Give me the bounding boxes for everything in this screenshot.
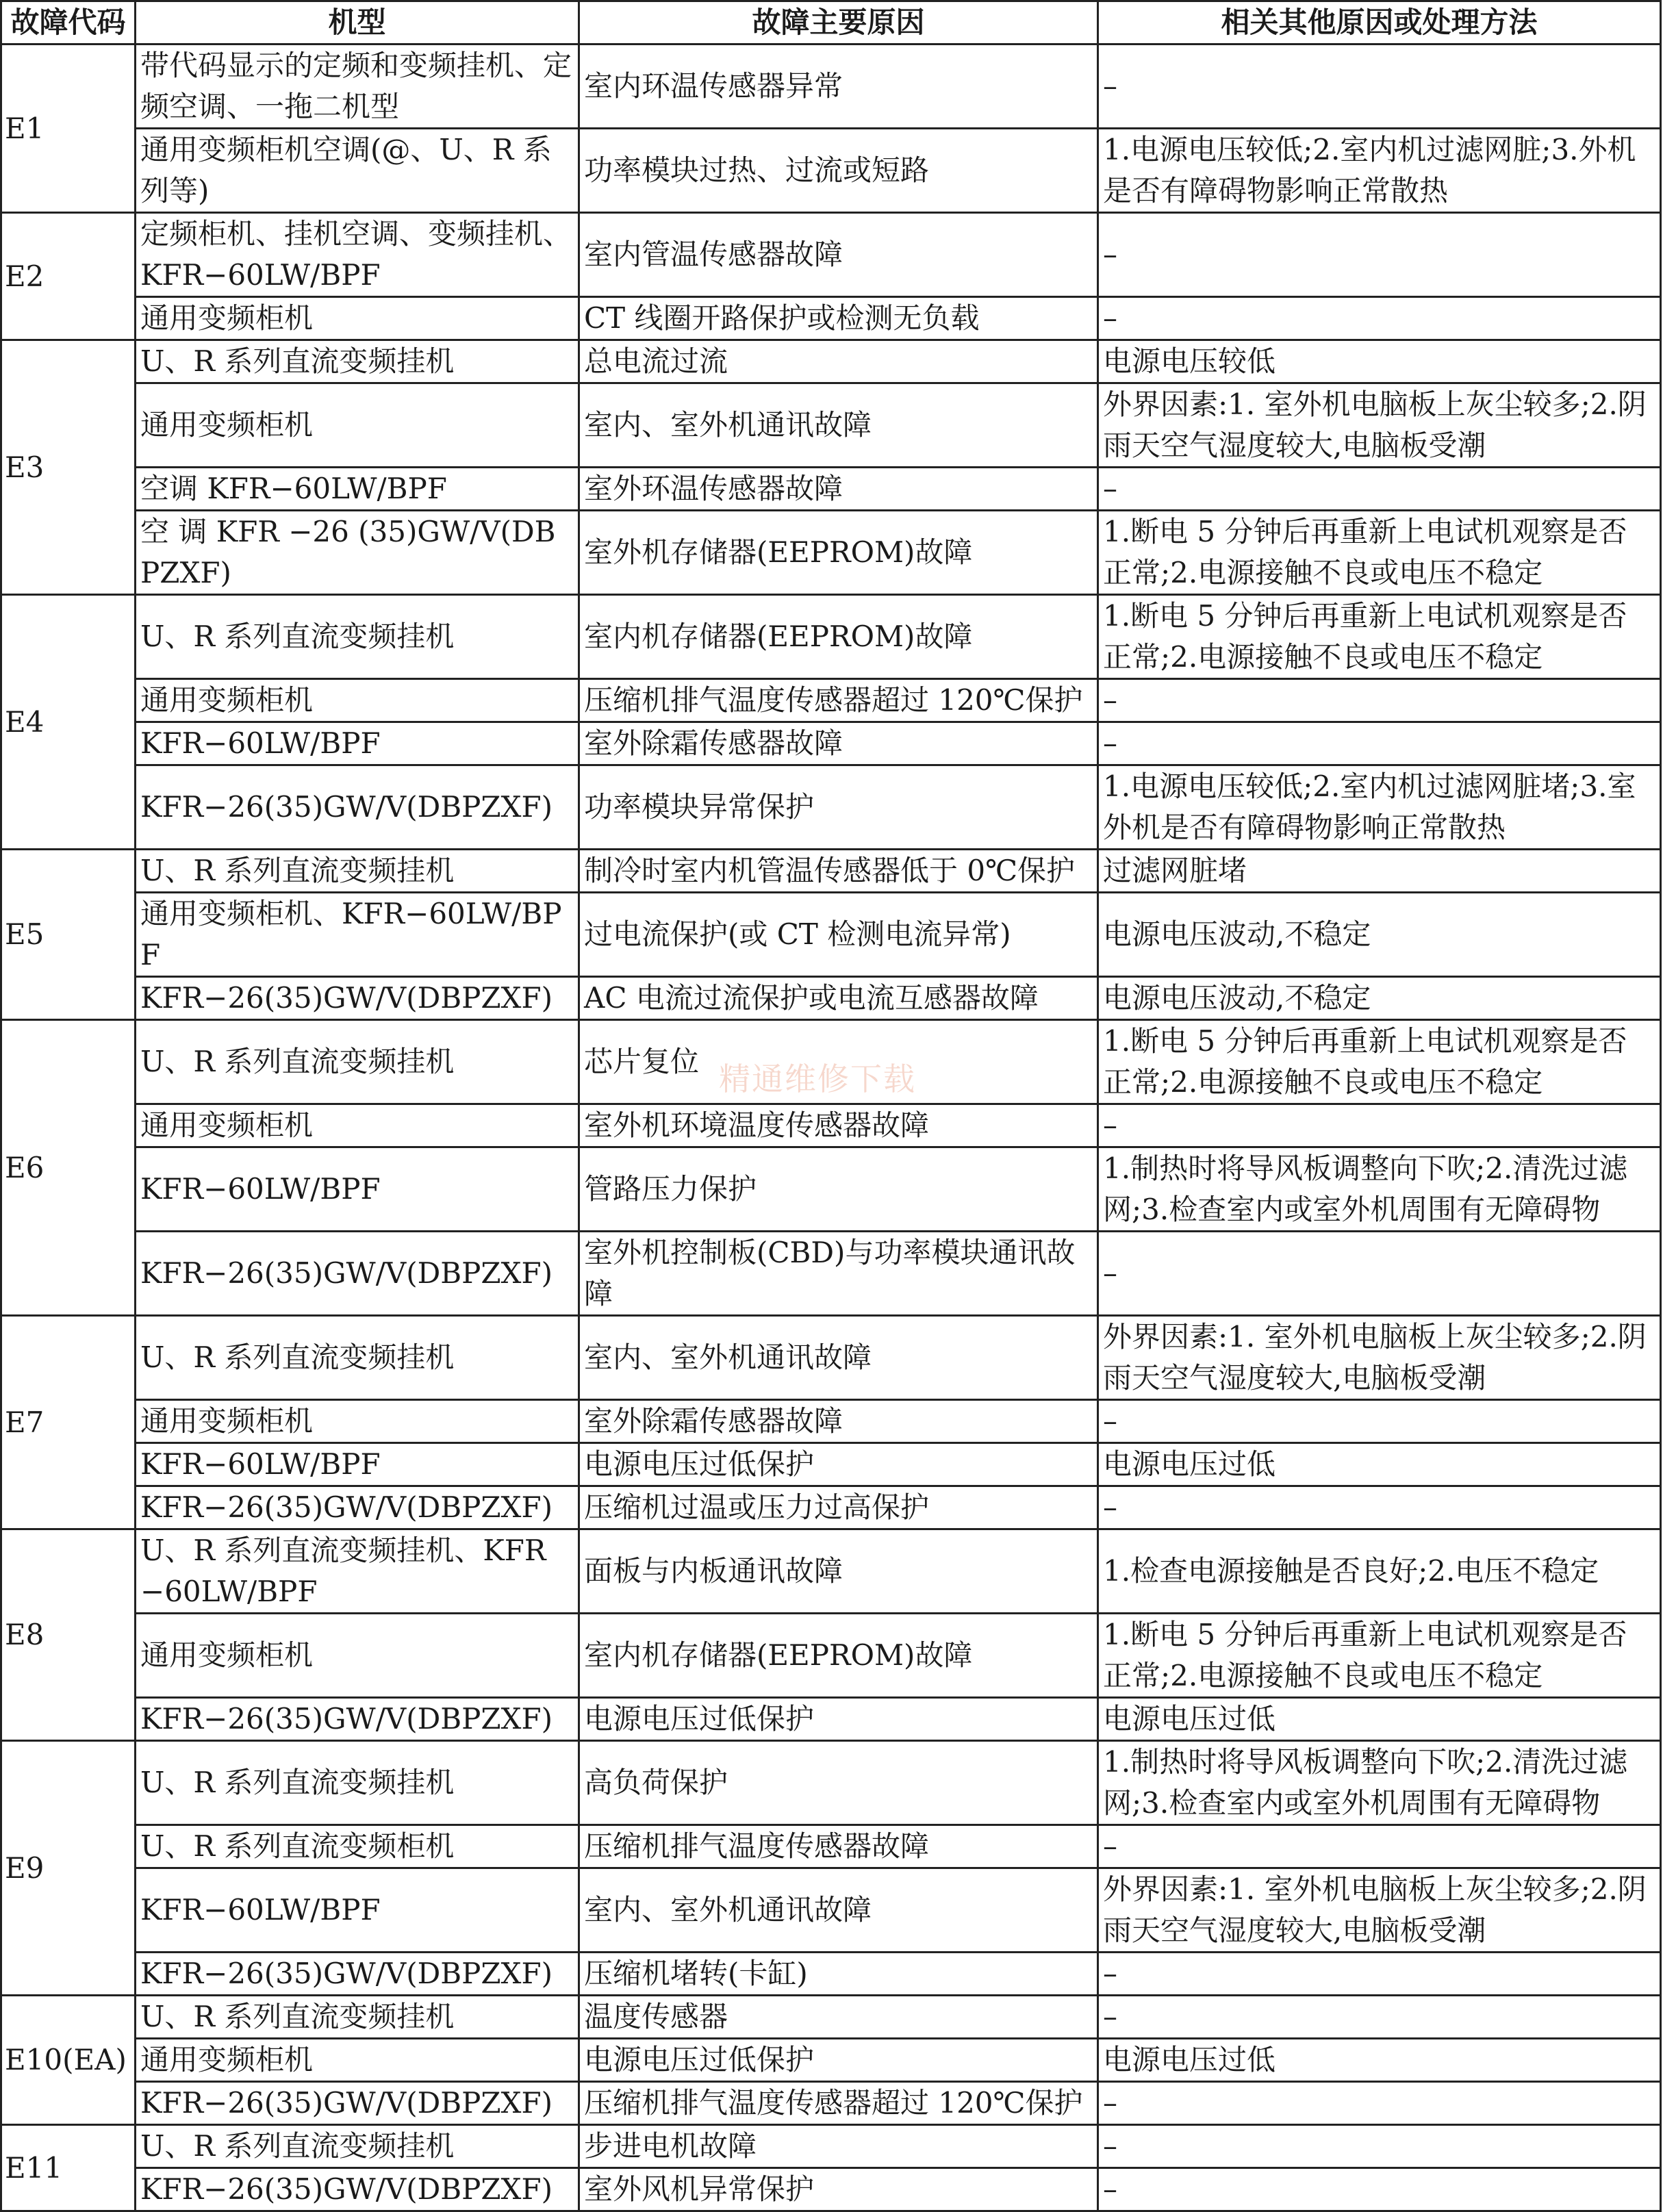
other-cause-cell: 1.电源电压较低;2.室内机过滤网脏;3.外机是否有障碍物影响正常散热	[1098, 129, 1661, 213]
fault-code-cell: E9	[1, 1741, 136, 1996]
fault-code-cell: E3	[1, 340, 136, 595]
model-cell: 带代码显示的定频和变频挂机、定频空调、一拖二机型	[136, 45, 579, 129]
other-cause-cell: 电源电压过低	[1098, 1443, 1661, 1486]
main-cause-cell: 电源电压过低保护	[579, 2039, 1098, 2082]
fault-code-cell: E11	[1, 2125, 136, 2211]
model-cell: U、R 系列直流变频挂机	[136, 1316, 579, 1400]
table-row	[1, 850, 1661, 893]
table-row	[1, 468, 1661, 511]
table-row	[1, 1486, 1661, 1529]
model-cell: KFR−26(35)GW/V(DBPZXF)	[136, 765, 579, 850]
model-cell: KFR−26(35)GW/V(DBPZXF)	[136, 1698, 579, 1741]
model-cell: U、R 系列直流变频挂机	[136, 1996, 579, 2039]
table-row	[1, 1825, 1661, 1868]
fault-code-cell: E4	[1, 595, 136, 850]
header-row	[1, 1, 1661, 45]
header-fault-code: 故障代码	[1, 1, 136, 45]
other-cause-cell: 1.断电 5 分钟后再重新上电试机观察是否正常;2.电源接触不良或电压不稳定	[1098, 1020, 1661, 1104]
table-row	[1, 129, 1661, 213]
main-cause-cell: 室内、室外机通讯故障	[579, 1868, 1098, 1953]
table-row	[1, 2082, 1661, 2125]
table-row	[1, 1147, 1661, 1232]
other-cause-cell: –	[1098, 679, 1661, 722]
other-cause-cell: –	[1098, 1953, 1661, 1996]
table-row	[1, 595, 1661, 679]
main-cause-cell: 功率模块异常保护	[579, 765, 1098, 850]
other-cause-cell: –	[1098, 45, 1661, 129]
other-cause-cell: 外界因素:1. 室外机电脑板上灰尘较多;2.阴雨天空气湿度较大,电脑板受潮	[1098, 383, 1661, 468]
main-cause-cell: 总电流过流	[579, 340, 1098, 383]
main-cause-cell: 室外机存储器(EEPROM)故障	[579, 511, 1098, 595]
other-cause-cell: 1.检查电源接触是否良好;2.电压不稳定	[1098, 1529, 1661, 1614]
other-cause-cell: –	[1098, 1486, 1661, 1529]
model-cell: KFR−26(35)GW/V(DBPZXF)	[136, 977, 579, 1020]
model-cell: KFR−60LW/BPF	[136, 1868, 579, 1953]
main-cause-cell: 压缩机排气温度传感器超过 120℃保护	[579, 679, 1098, 722]
fault-code-cell: E8	[1, 1529, 136, 1741]
model-cell: KFR−60LW/BPF	[136, 1147, 579, 1232]
other-cause-cell: –	[1098, 722, 1661, 765]
other-cause-cell: –	[1098, 2082, 1661, 2125]
model-cell: 通用变频柜机	[136, 297, 579, 340]
model-cell: 通用变频柜机	[136, 1614, 579, 1698]
table-row	[1, 1868, 1661, 1953]
model-cell: KFR−26(35)GW/V(DBPZXF)	[136, 1953, 579, 1996]
table-row	[1, 1104, 1661, 1147]
model-cell: U、R 系列直流变频挂机	[136, 595, 579, 679]
header-main-cause: 故障主要原因	[579, 1, 1098, 45]
main-cause-cell: 室内、室外机通讯故障	[579, 1316, 1098, 1400]
model-cell: U、R 系列直流变频挂机	[136, 850, 579, 893]
table-row	[1, 2168, 1661, 2211]
model-cell: 通用变频柜机、KFR−60LW/BPF	[136, 893, 579, 977]
main-cause-cell: 室内机存储器(EEPROM)故障	[579, 1614, 1098, 1698]
other-cause-cell: –	[1098, 2125, 1661, 2168]
other-cause-cell: 过滤网脏堵	[1098, 850, 1661, 893]
table-row	[1, 340, 1661, 383]
table-row	[1, 722, 1661, 765]
fault-code-cell: E10(EA)	[1, 1996, 136, 2125]
model-cell: KFR−60LW/BPF	[136, 1443, 579, 1486]
model-cell: KFR−26(35)GW/V(DBPZXF)	[136, 2082, 579, 2125]
model-cell: U、R 系列直流变频挂机	[136, 2125, 579, 2168]
other-cause-cell: –	[1098, 213, 1661, 297]
main-cause-cell: 室内机存储器(EEPROM)故障	[579, 595, 1098, 679]
fault-code-cell: E6	[1, 1020, 136, 1316]
main-cause-cell: AC 电流过流保护或电流互感器故障	[579, 977, 1098, 1020]
main-cause-cell: 面板与内板通讯故障	[579, 1529, 1098, 1614]
fault-code-cell: E1	[1, 45, 136, 213]
table-row	[1, 1698, 1661, 1741]
main-cause-cell: 制冷时室内机管温传感器低于 0℃保护	[579, 850, 1098, 893]
main-cause-cell: 室内、室外机通讯故障	[579, 383, 1098, 468]
main-cause-cell: 电源电压过低保护	[579, 1443, 1098, 1486]
model-cell: 通用变频柜机	[136, 679, 579, 722]
table-row	[1, 45, 1661, 129]
table-row	[1, 1232, 1661, 1316]
table-row	[1, 1996, 1661, 2039]
table-row	[1, 1614, 1661, 1698]
other-cause-cell: 1.断电 5 分钟后再重新上电试机观察是否正常;2.电源接触不良或电压不稳定	[1098, 595, 1661, 679]
other-cause-cell: 电源电压波动,不稳定	[1098, 977, 1661, 1020]
main-cause-cell: 室外风机异常保护	[579, 2168, 1098, 2211]
other-cause-cell: 1.制热时将导风板调整向下吹;2.清洗过滤网;3.检查室内或室外机周围有无障碍物	[1098, 1147, 1661, 1232]
table-row	[1, 2039, 1661, 2082]
main-cause-cell: 室外除霜传感器故障	[579, 1400, 1098, 1443]
main-cause-cell: 压缩机排气温度传感器超过 120℃保护	[579, 2082, 1098, 2125]
fault-code-cell: E2	[1, 213, 136, 340]
main-cause-cell: 高负荷保护	[579, 1741, 1098, 1825]
model-cell: U、R 系列直流变频挂机	[136, 1741, 579, 1825]
other-cause-cell: 外界因素:1. 室外机电脑板上灰尘较多;2.阴雨天空气湿度较大,电脑板受潮	[1098, 1316, 1661, 1400]
other-cause-cell: –	[1098, 297, 1661, 340]
table-row	[1, 1953, 1661, 1996]
other-cause-cell: –	[1098, 1825, 1661, 1868]
other-cause-cell: 外界因素:1. 室外机电脑板上灰尘较多;2.阴雨天空气湿度较大,电脑板受潮	[1098, 1868, 1661, 1953]
model-cell: 通用变频柜机空调(@、U、R 系列等)	[136, 129, 579, 213]
other-cause-cell: –	[1098, 2168, 1661, 2211]
other-cause-cell: –	[1098, 1104, 1661, 1147]
model-cell: 通用变频柜机	[136, 2039, 579, 2082]
model-cell: KFR−26(35)GW/V(DBPZXF)	[136, 1232, 579, 1316]
main-cause-cell: 温度传感器	[579, 1996, 1098, 2039]
other-cause-cell: 电源电压较低	[1098, 340, 1661, 383]
other-cause-cell: –	[1098, 1400, 1661, 1443]
other-cause-cell: 电源电压过低	[1098, 2039, 1661, 2082]
model-cell: U、R 系列直流变频挂机	[136, 340, 579, 383]
model-cell: U、R 系列直流变频挂机、KFR−60LW/BPF	[136, 1529, 579, 1614]
other-cause-cell: 1.电源电压较低;2.室内机过滤网脏堵;3.室外机是否有障碍物影响正常散热	[1098, 765, 1661, 850]
main-cause-cell: 过电流保护(或 CT 检测电流异常)	[579, 893, 1098, 977]
main-cause-cell: 步进电机故障	[579, 2125, 1098, 2168]
other-cause-cell: 电源电压波动,不稳定	[1098, 893, 1661, 977]
table-row	[1, 893, 1661, 977]
table-row	[1, 1529, 1661, 1614]
main-cause-cell: 压缩机堵转(卡缸)	[579, 1953, 1098, 1996]
model-cell: 通用变频柜机	[136, 1400, 579, 1443]
table-row	[1, 679, 1661, 722]
fault-code-cell: E7	[1, 1316, 136, 1529]
main-cause-cell: CT 线圈开路保护或检测无负载	[579, 297, 1098, 340]
model-cell: 空 调 KFR −26 (35)GW/V(DBPZXF)	[136, 511, 579, 595]
model-cell: KFR−26(35)GW/V(DBPZXF)	[136, 2168, 579, 2211]
model-cell: 定频柜机、挂机空调、变频挂机、KFR−60LW/BPF	[136, 213, 579, 297]
table-row	[1, 297, 1661, 340]
main-cause-cell: 室内管温传感器故障	[579, 213, 1098, 297]
table-row	[1, 1400, 1661, 1443]
main-cause-cell: 压缩机排气温度传感器故障	[579, 1825, 1098, 1868]
table-row	[1, 1443, 1661, 1486]
other-cause-cell: 1.断电 5 分钟后再重新上电试机观察是否正常;2.电源接触不良或电压不稳定	[1098, 511, 1661, 595]
table-row	[1, 765, 1661, 850]
other-cause-cell: –	[1098, 1996, 1661, 2039]
other-cause-cell: 电源电压过低	[1098, 1698, 1661, 1741]
main-cause-cell: 电源电压过低保护	[579, 1698, 1098, 1741]
main-cause-cell: 压缩机过温或压力过高保护	[579, 1486, 1098, 1529]
main-cause-cell: 室内环温传感器异常	[579, 45, 1098, 129]
table-row	[1, 977, 1661, 1020]
main-cause-cell: 室外除霜传感器故障	[579, 722, 1098, 765]
table-body	[1, 45, 1661, 2211]
main-cause-cell: 管路压力保护	[579, 1147, 1098, 1232]
main-cause-cell: 室外机控制板(CBD)与功率模块通讯故障	[579, 1232, 1098, 1316]
main-cause-cell: 芯片复位	[579, 1020, 1098, 1104]
other-cause-cell: 1.断电 5 分钟后再重新上电试机观察是否正常;2.电源接触不良或电压不稳定	[1098, 1614, 1661, 1698]
model-cell: U、R 系列直流变频挂机	[136, 1020, 579, 1104]
table-row	[1, 1316, 1661, 1400]
model-cell: 通用变频柜机	[136, 383, 579, 468]
model-cell: KFR−60LW/BPF	[136, 722, 579, 765]
table-row	[1, 383, 1661, 468]
main-cause-cell: 室外环温传感器故障	[579, 468, 1098, 511]
model-cell: 通用变频柜机	[136, 1104, 579, 1147]
model-cell: KFR−26(35)GW/V(DBPZXF)	[136, 1486, 579, 1529]
table-row	[1, 1741, 1661, 1825]
model-cell: U、R 系列直流变频柜机	[136, 1825, 579, 1868]
header-other-cause: 相关其他原因或处理方法	[1098, 1, 1661, 45]
table-row	[1, 2125, 1661, 2168]
other-cause-cell: –	[1098, 468, 1661, 511]
other-cause-cell: –	[1098, 1232, 1661, 1316]
table-row	[1, 213, 1661, 297]
model-cell: 空调 KFR−60LW/BPF	[136, 468, 579, 511]
main-cause-cell: 室外机环境温度传感器故障	[579, 1104, 1098, 1147]
header-model: 机型	[136, 1, 579, 45]
main-cause-cell: 功率模块过热、过流或短路	[579, 129, 1098, 213]
table-row	[1, 511, 1661, 595]
other-cause-cell: 1.制热时将导风板调整向下吹;2.清洗过滤网;3.检查室内或室外机周围有无障碍物	[1098, 1741, 1661, 1825]
watermark: 精通维修下载	[719, 1060, 916, 1097]
fault-code-cell: E5	[1, 850, 136, 1020]
table-row	[1, 1020, 1661, 1104]
